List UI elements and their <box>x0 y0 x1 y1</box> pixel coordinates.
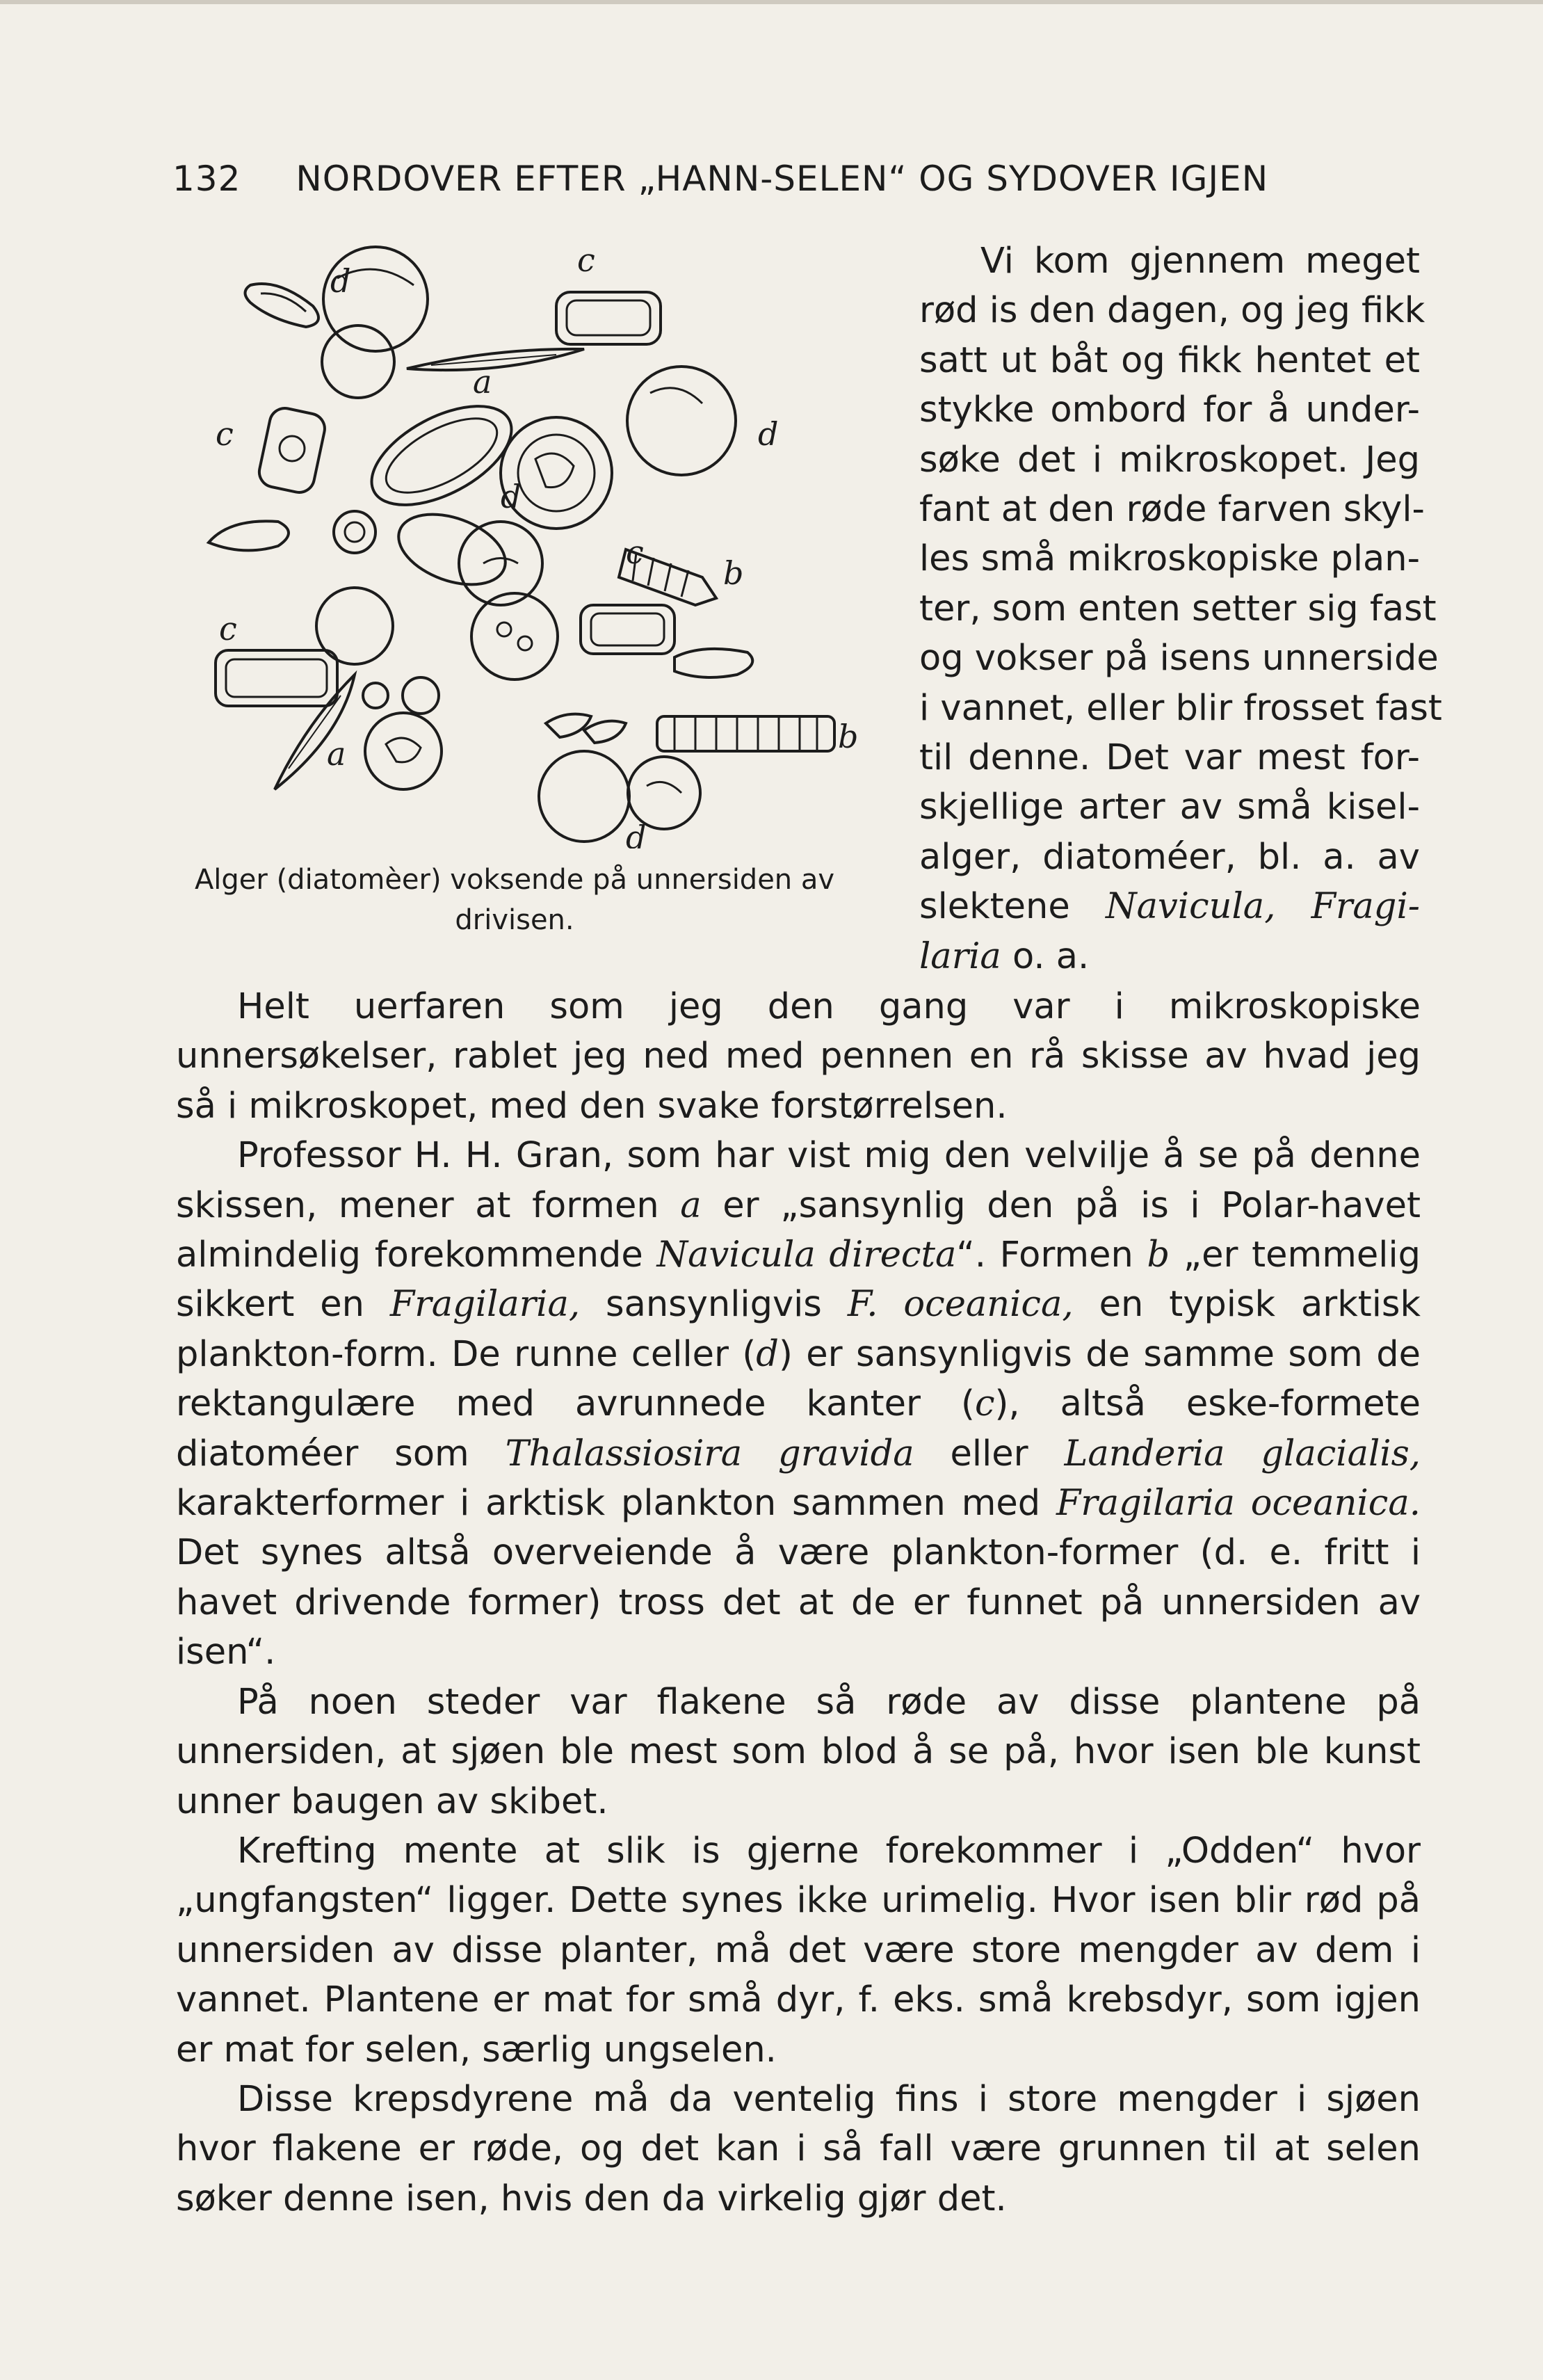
italic-term: F. oceanica, <box>847 1284 1074 1326</box>
paragraph: Krefting mente at slik is gjerne forekommer i „Odden“ hvor „ungfangsten“ ligger. Dette synes ikke urimelig. Hvor isen blir rød på unnersiden av disse planter, må det være store mengder av dem i vannet. Plantene er mat for små dyr, f. eks. små krebsdyr, som igjen er mat for selen, særlig ungselen. <box>176 1830 1421 2071</box>
italic-term: Navicula directa <box>656 1235 957 1276</box>
text-line: fant at den røde farven skyl- <box>919 489 1425 531</box>
figure-label: a <box>473 363 492 401</box>
figure-label: c <box>577 241 595 279</box>
diatom-box-lower-left <box>216 650 337 706</box>
figure-caption: Alger (diatomèer) voksende på unnersiden av drivisen. <box>194 864 835 936</box>
page-number: 132 <box>172 159 241 199</box>
diatom-lozenge-top-left <box>245 284 319 327</box>
figure-label: b <box>838 718 859 755</box>
page-edge <box>0 0 1543 4</box>
genus-name: laria <box>919 935 1001 977</box>
genus-name: Navicula, <box>1105 886 1276 928</box>
text-segment: en typisk arktisk plankton-form. De runne celler ( <box>176 1284 1421 1375</box>
italic-term: Fragilaria, <box>389 1284 581 1326</box>
diatom-oval-pair <box>389 501 542 605</box>
figure-label: c <box>216 415 234 453</box>
text-line: søke det i mikroskopet. Jeg <box>919 439 1420 481</box>
text-segment: karakterformer i arktisk plankton sammen med <box>176 1483 1056 1525</box>
diatom-small-rounds <box>363 677 442 789</box>
text-line: Vi kom gjennem meget <box>980 241 1420 282</box>
text-line: og vokser på isens unnerside <box>919 638 1439 680</box>
text-segment: „er temmelig sikkert en <box>176 1235 1421 1326</box>
figure-label: d <box>501 478 522 515</box>
italic-term: Landeria glacialis, <box>1064 1433 1421 1474</box>
running-title: NORDOVER EFTER „HANN-SELEN“ OG SYDOVER IGJEN <box>296 159 1269 199</box>
text-segment: o. a. <box>1012 935 1090 977</box>
diatom-fragilaria-b-lower <box>657 716 834 751</box>
diatom-round-cluster <box>471 593 558 680</box>
text-segment: slektene <box>919 886 1070 928</box>
text-line: stykke ombord for å under- <box>919 389 1420 431</box>
text-segment: Det synes altså overveiende å være plankton-former (d. e. fritt i havet drivende former) tross det at de er funnet på unnersiden av isen“. <box>176 1532 1421 1673</box>
diatom-sketch <box>167 236 862 849</box>
text-segment: er „sansynlig den på is i Polar-havet almindelig forekommende <box>176 1184 1421 1276</box>
diatom-figure <box>167 236 862 946</box>
text-segment: sansynligvis <box>580 1284 848 1326</box>
figure-label: d <box>758 415 779 453</box>
paragraph: På noen steder var flakene så røde av disse plantene på unnersiden, at sjøen ble mest som blod å se på, hvor isen ble kunst unner baugen av skibet. <box>176 1681 1421 1822</box>
side-paragraph <box>919 236 1442 981</box>
diatom-small-circle <box>334 511 375 553</box>
figure-label: b <box>723 554 744 592</box>
figure-label: a <box>327 735 346 773</box>
running-head <box>172 159 1424 199</box>
italic-term: Fragilaria oceanica. <box>1056 1483 1421 1525</box>
text-line <box>919 932 1420 981</box>
text-segment: Professor H. H. Gran, som har vist mig den velvilje å se på denne skissen, mener at formen <box>176 1135 1421 1226</box>
diatom-lozenge-small <box>546 714 626 743</box>
text-line <box>919 882 1420 931</box>
diatom-needle-a <box>407 349 584 370</box>
text-line: til denne. Det var mest for- <box>919 737 1420 779</box>
figure-label: c <box>219 610 237 648</box>
text-line: ter, som enten setter sig fast <box>919 588 1437 629</box>
text-line: rød is den dagen, og jeg fikk <box>919 290 1425 332</box>
paragraph: Helt uerfaren som jeg den gang var i mikroskopiske unnersøkelser, rablet jeg ned med pennen en rå skisse av hvad jeg så i mikroskopet, med den svake forstørrelsen. <box>176 986 1421 1127</box>
italic-term: Thalassiosira gravida <box>505 1433 914 1474</box>
text-line: les små mikroskopiske plan- <box>919 538 1420 580</box>
diatom-box-left <box>257 405 328 495</box>
diatom-box-top <box>556 292 661 344</box>
figure-label: d <box>626 819 647 849</box>
figure-label: d <box>330 262 351 300</box>
text-segment: ) er sansynligvis de samme som de rektangulære med avrunnede kanter ( <box>176 1333 1421 1425</box>
italic-term: d <box>756 1333 779 1375</box>
italic-term: b <box>1147 1235 1170 1276</box>
text-line: skjellige arter av små kisel- <box>919 787 1420 828</box>
text-segment: ), altså eske-formete diatoméer som <box>176 1383 1421 1474</box>
diatom-lozenge-left <box>209 521 289 550</box>
diatom-box-middle <box>581 605 674 654</box>
diatom-round-bottom <box>539 751 700 842</box>
diatom-round-left <box>316 588 393 664</box>
paragraph <box>176 1131 1421 1677</box>
italic-term: c <box>974 1383 995 1425</box>
text-line: alger, diatoméer, bl. a. av <box>919 836 1420 878</box>
figure-label: c <box>626 533 644 571</box>
text-line: satt ut båt og fikk hentet et <box>919 339 1420 381</box>
genus-name: Fragi- <box>1311 886 1421 928</box>
body-text <box>176 982 1421 2224</box>
italic-term: a <box>680 1184 702 1226</box>
diatom-lozenge-right <box>674 649 752 677</box>
text-segment: eller <box>914 1433 1065 1474</box>
paragraph: Disse krepsdyrene må da ventelig fins i store mengder i sjøen hvor flakene er røde, og det kan i så fall være grunnen til at selen søker denne isen, hvis den da virkelig gjør det. <box>176 2078 1421 2219</box>
text-segment: “. Formen <box>956 1235 1147 1276</box>
text-line: i vannet, eller blir frosset fast <box>919 687 1442 729</box>
diatom-round-right <box>627 367 736 475</box>
